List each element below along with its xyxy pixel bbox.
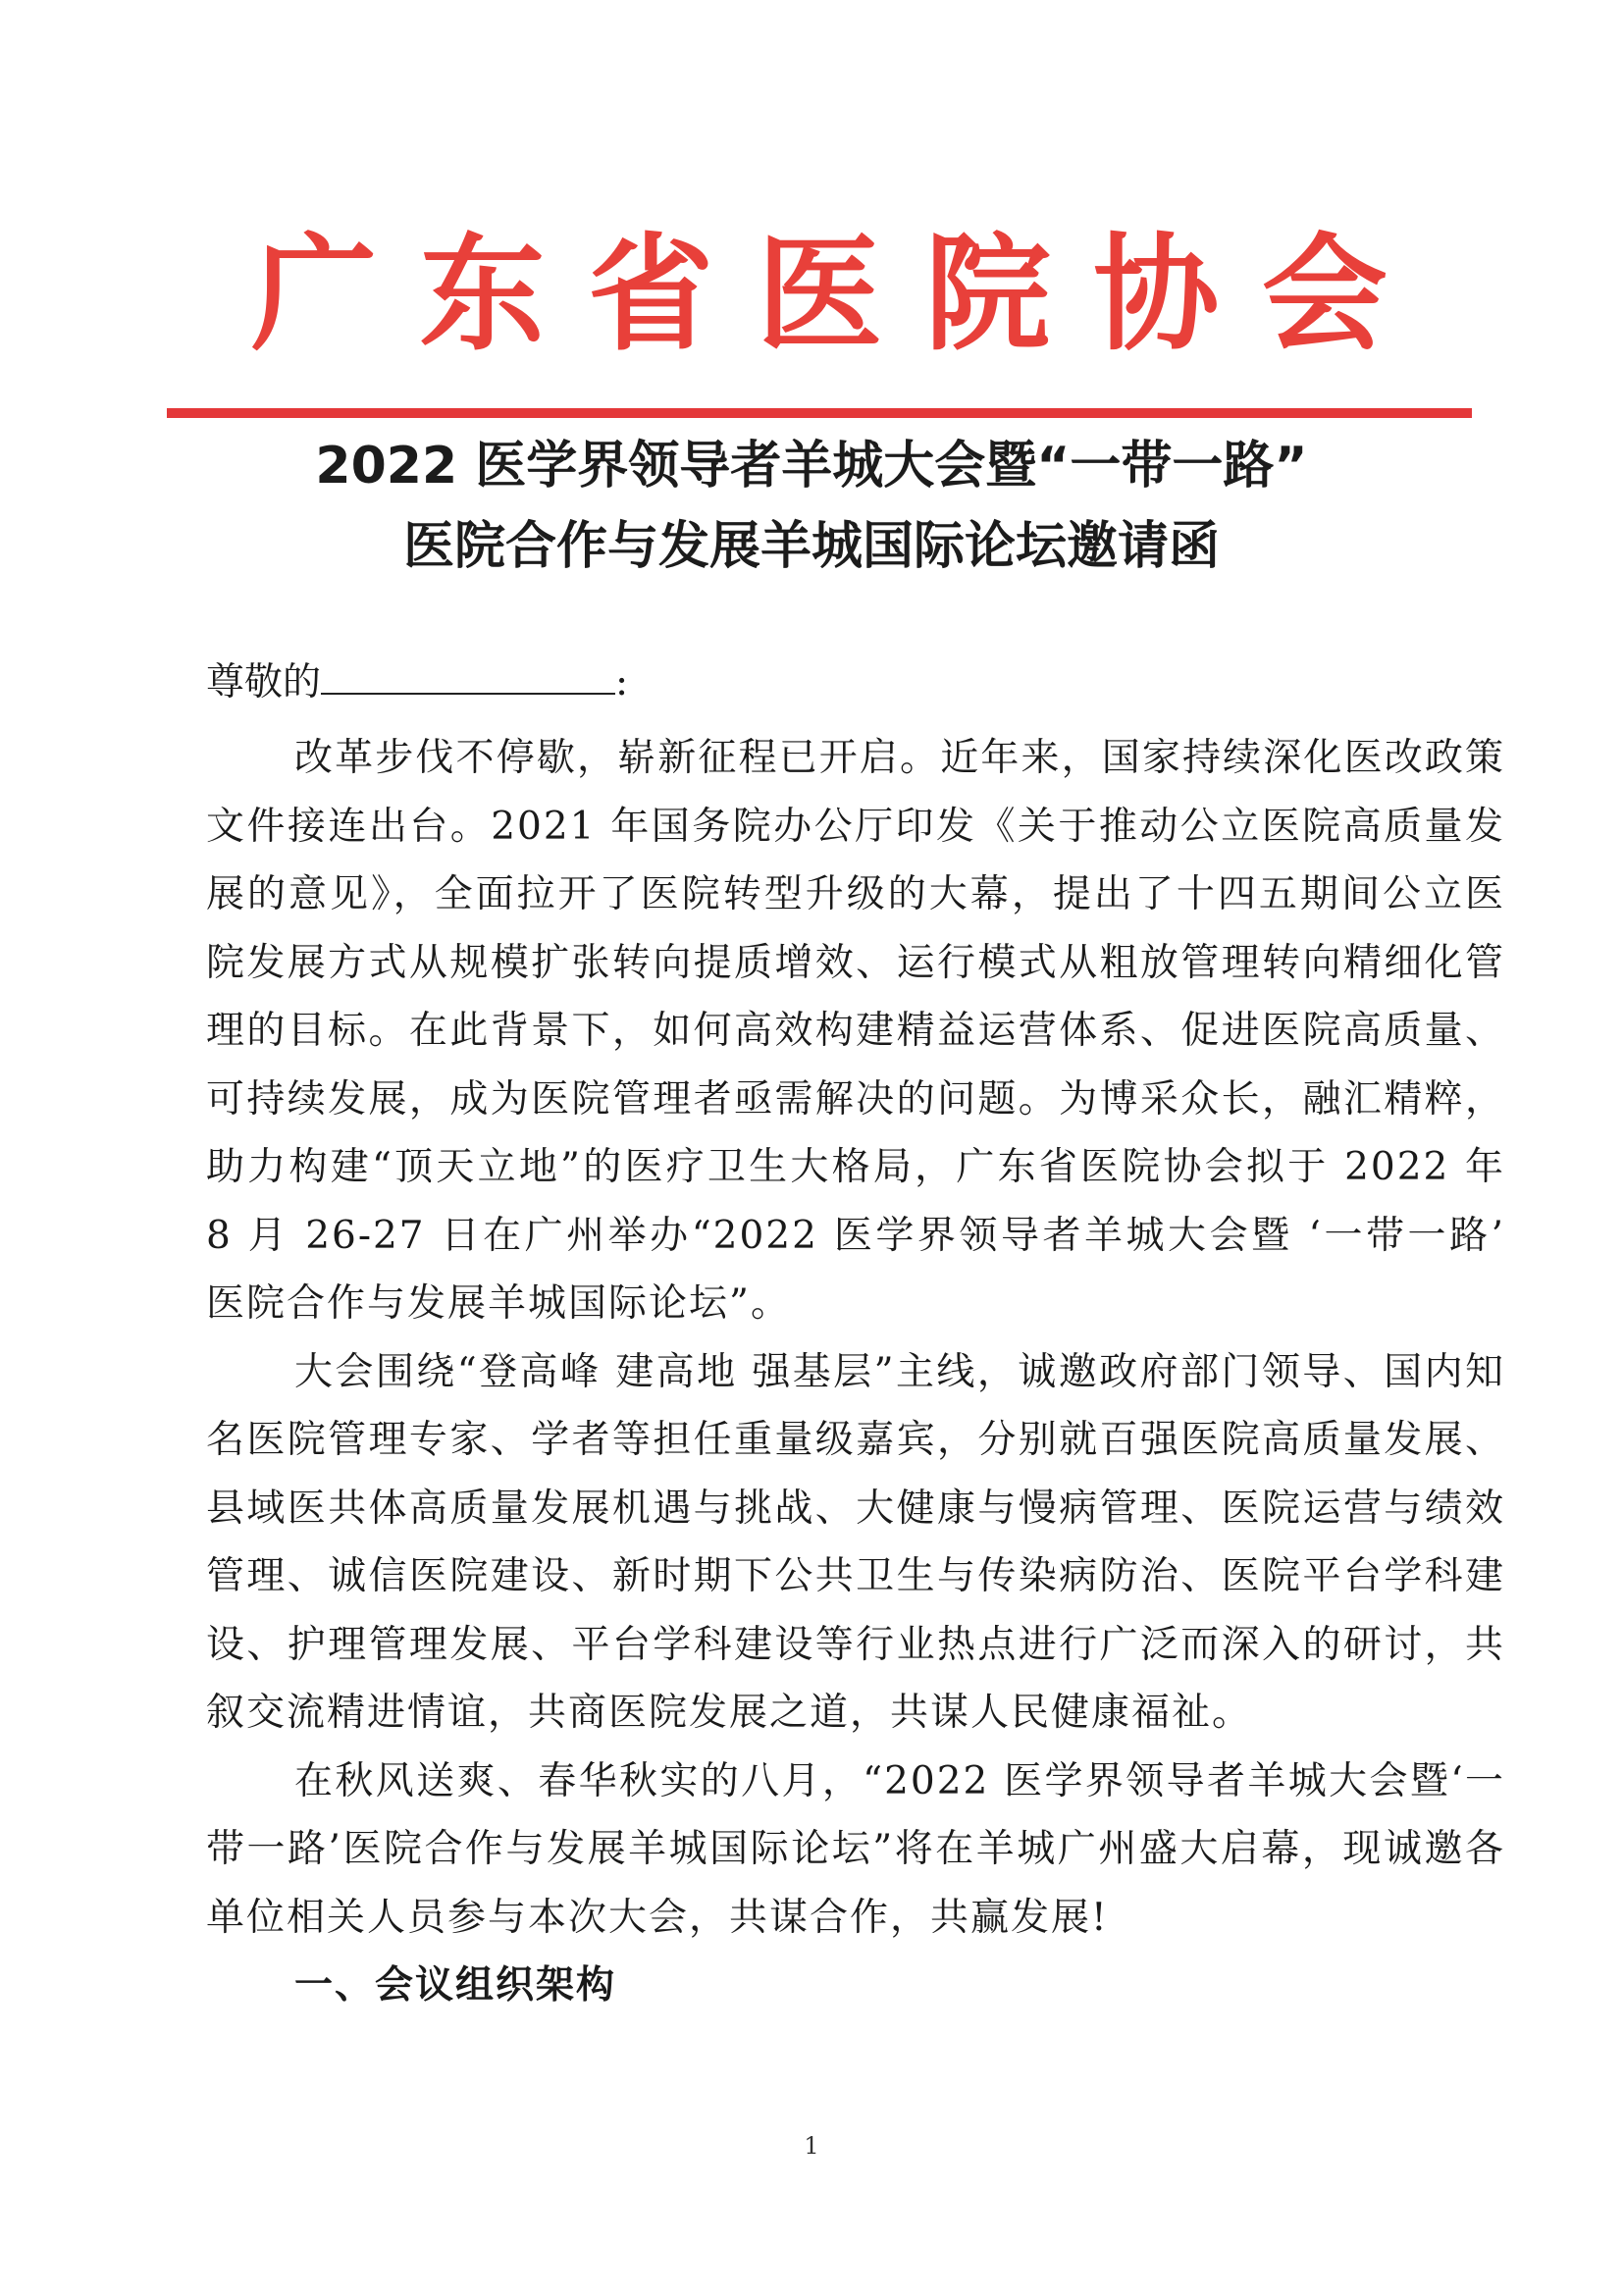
salutation-suffix: : bbox=[615, 660, 629, 704]
page-number: 1 bbox=[804, 2132, 819, 2160]
letterhead-char: 协 bbox=[1093, 221, 1220, 368]
letterhead-char: 省 bbox=[588, 221, 714, 368]
body-paragraph: 在秋风送爽、春华秋实的八月，“2022 医学界领导者羊城大会暨‘一带一路’医院合作与发展羊城国际论坛”将在羊城广州盛大启幕，现诚邀各单位相关人员参与本次大会，共谋合作，共赢发展! bbox=[206, 1758, 1505, 1940]
salutation bbox=[206, 655, 628, 710]
letterhead-char: 院 bbox=[924, 221, 1051, 368]
letterhead-char: 广 bbox=[250, 221, 377, 368]
letterhead-char: 会 bbox=[1261, 221, 1387, 368]
letterhead-organization-name bbox=[250, 221, 1388, 368]
letterhead-divider bbox=[167, 408, 1472, 418]
section-heading: 一、会议组织架构 bbox=[294, 1963, 617, 2008]
letterhead-char: 东 bbox=[419, 221, 546, 368]
recipient-blank bbox=[321, 655, 615, 695]
document-title-line-1: 2022 医学界领导者羊城大会暨“一带一路” bbox=[315, 437, 1308, 496]
letter-body bbox=[206, 724, 1505, 2020]
body-paragraph: 大会围绕“登高峰 建高地 强基层”主线，诚邀政府部门领导、国内知名医院管理专家、学者等担任重量级嘉宾，分别就百强医院高质量发展、县域医共体高质量发展机遇与挑战、大健康与慢病管理、医院运营与绩效管理、诚信医院建设、新时期下公共卫生与传染病防治、医院平台学科建设、护理管理发展、平台学科建设等行业热点进行广泛而深入的研讨，共叙交流精进情谊，共商医院发展之道，共谋人民健康福祉。 bbox=[206, 1349, 1505, 1735]
body-paragraph: 改革步伐不停歇，崭新征程已开启。近年来，国家持续深化医改政策文件接连出台。2021 年国务院办公厅印发《关于推动公立医院高质量发展的意见》，全面拉开了医院转型升级的大幕，提出了十四五期间公立医院发展方式从规模扩张转向提质增效、运行模式从粗放管理转向精细化管理的目标。在此背景下，如何高效构建精益运营体系、促进医院高质量、可持续发展，成为医院管理者亟需解决的问题。为博采众长，融汇精粹，助力构建“顶天立地”的医疗卫生大格局，广东省医院协会拟于 2022 年 8 月 26-27 日在广州举办“2022 医学界领导者羊城大会暨 ‘一带一路’ 医院合作与发展羊城国际论坛”。 bbox=[206, 736, 1505, 1326]
document-title-line-2: 医院合作与发展羊城国际论坛邀请函 bbox=[402, 517, 1220, 576]
salutation-prefix: 尊敬的 bbox=[206, 660, 322, 704]
letterhead-char: 医 bbox=[756, 221, 882, 368]
